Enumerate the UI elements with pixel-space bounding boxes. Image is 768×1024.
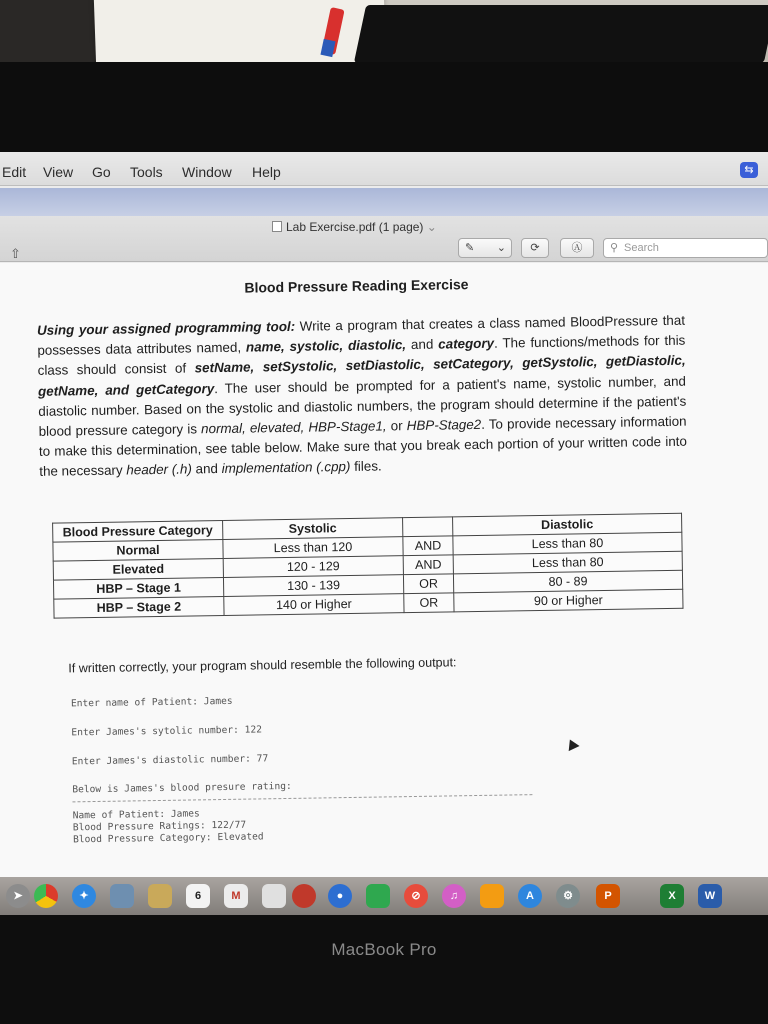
menu-edit[interactable]: Edit (2, 164, 27, 180)
para-text: files. (350, 458, 382, 475)
markup-pen-button[interactable] (458, 238, 512, 258)
teamviewer-icon[interactable]: ⇆ (740, 162, 758, 178)
table-cell: AND (403, 536, 453, 556)
ibooks-icon[interactable] (480, 884, 504, 908)
pen-icon: ✎ (465, 242, 475, 254)
table-header-cell: Systolic (223, 518, 403, 540)
document-title-text: Lab Exercise.pdf (1 page) (286, 220, 424, 234)
table-cell: Normal (53, 539, 223, 561)
menu-go[interactable]: Go (92, 164, 111, 180)
messages-icon[interactable]: ● (328, 884, 352, 908)
console-line: Enter name of Patient: James (70, 695, 233, 710)
search-icon: ⚲ (610, 242, 619, 254)
table-cell: 130 - 139 (223, 575, 403, 597)
calendar-day: 6 (194, 890, 202, 902)
para-text: and (191, 461, 222, 477)
photo-booth-icon[interactable] (292, 884, 316, 908)
console-line: Name of Patient: James (72, 808, 200, 822)
facetime-icon[interactable] (366, 884, 390, 908)
para-cat-last: HBP-Stage2 (406, 416, 482, 434)
itunes-icon[interactable]: ♫ (442, 884, 466, 908)
para-text: Write a program that creates a class named BloodPressure that possesses data attributes named, (37, 312, 686, 359)
para-methods: setName, setSystolic, setDiastolic, setCategory, getSystolic, getDiastolic, getName, and getCategory (37, 353, 686, 399)
table-cell: Less than 120 (223, 537, 403, 559)
mail-icon[interactable]: M (224, 884, 248, 908)
menu-tools[interactable]: Tools (130, 164, 163, 180)
output-intro-text: If written correctly, your program should resemble the following output: (68, 655, 457, 676)
instructions-paragraph (37, 311, 687, 483)
external-keyboard (354, 5, 768, 63)
laptop-top-bezel (0, 62, 768, 154)
menu-view[interactable]: View (43, 164, 74, 180)
desktop-background (0, 188, 768, 218)
rotate-icon: ⟳ (530, 242, 540, 254)
para-impl: implementation (.cpp) (221, 459, 351, 477)
table-cell: Elevated (53, 558, 223, 580)
console-line: Blood Pressure Ratings: 122/77 (72, 819, 247, 834)
console-line: Enter James's sytolic number: 122 (71, 724, 263, 739)
markup-icon: Ⓐ (571, 242, 583, 254)
pdf-file-icon (272, 221, 282, 232)
markup-toolbar-button[interactable] (560, 238, 594, 258)
powerpoint-icon[interactable]: P (596, 884, 620, 908)
search-input[interactable] (603, 238, 768, 258)
excel-icon[interactable]: X (660, 884, 684, 908)
photos-icon[interactable] (262, 884, 286, 908)
table-cell: HBP – Stage 2 (54, 596, 224, 618)
chevron-down-icon[interactable]: ⌄ (426, 220, 437, 234)
mouse-cursor-icon (564, 737, 579, 751)
menu-bar (0, 152, 768, 186)
rotate-button[interactable] (521, 238, 549, 258)
table-cell: OR (404, 593, 454, 613)
console-line: Below is James's blood presure rating: (72, 780, 292, 796)
laptop-screen (0, 152, 768, 917)
table-cell: 80 - 89 (453, 570, 682, 593)
para-text: . The user should be prompted for a patient's name, systolic number, and diastolic number. Based on the systolic and diastolic numbers, the program should determine if the patient's blood pressure category is (38, 373, 687, 439)
pdf-page (0, 263, 768, 877)
table-cell: OR (403, 574, 453, 594)
para-text: . The functions/methods for this class should consist of (37, 332, 686, 379)
para-cats: normal, elevated, HBP-Stage1, (200, 418, 387, 437)
preview-icon[interactable] (110, 884, 134, 908)
table-header-cell: Diastolic (453, 513, 682, 536)
document-title (272, 220, 437, 234)
para-header: header (.h) (126, 461, 192, 478)
calendar-icon[interactable] (186, 884, 210, 908)
table-cell: Less than 80 (453, 532, 682, 555)
share-icon[interactable]: ⇧ (10, 246, 21, 261)
console-line: Enter James's diastolic number: 77 (71, 753, 269, 768)
table-cell: Less than 80 (453, 551, 682, 574)
table-cell: 140 or Higher (224, 594, 404, 616)
launchpad-icon[interactable]: ➤ (6, 884, 30, 908)
para-lead: Using your assigned programming tool: (36, 318, 296, 338)
safari-icon[interactable]: ✦ (72, 884, 96, 908)
word-icon[interactable]: W (698, 884, 722, 908)
app-store-icon[interactable]: A (518, 884, 542, 908)
menu-help[interactable]: Help (252, 164, 281, 180)
window-titlebar (0, 216, 768, 262)
console-separator (72, 794, 532, 802)
table-cell: HBP – Stage 1 (53, 577, 223, 599)
document-heading: Blood Pressure Reading Exercise (244, 276, 469, 296)
notes-icon[interactable] (148, 884, 172, 908)
laptop-bottom-bezel (0, 915, 768, 1024)
para-attr-last: category (438, 335, 495, 352)
system-preferences-icon[interactable]: ⚙ (556, 884, 580, 908)
table-cell: 120 - 129 (223, 556, 403, 578)
macbook-label: MacBook Pro (331, 940, 437, 959)
console-line: Blood Pressure Category: Elevated (72, 831, 264, 846)
chevron-down-icon: ⌄ (496, 242, 506, 254)
search-placeholder: Search (624, 242, 659, 254)
menu-window[interactable]: Window (182, 164, 232, 180)
news-icon[interactable]: ⊘ (404, 884, 428, 908)
para-attrs: name, systolic, diastolic, (245, 337, 407, 355)
table-cell: AND (403, 555, 453, 575)
table-header-cell (403, 517, 453, 537)
table-header-cell: Blood Pressure Category (53, 520, 223, 542)
table-cell: 90 or Higher (454, 589, 683, 612)
para-text: and (405, 336, 439, 353)
dock (0, 877, 768, 917)
blood-pressure-table (52, 513, 683, 619)
para-text: . To provide necessary information to make this determination, see table below. Make sure that you break each portion of your written code into the necessary (38, 413, 688, 480)
chrome-icon[interactable] (34, 884, 58, 908)
para-text: or (386, 418, 407, 434)
sample-console-output (70, 690, 591, 846)
